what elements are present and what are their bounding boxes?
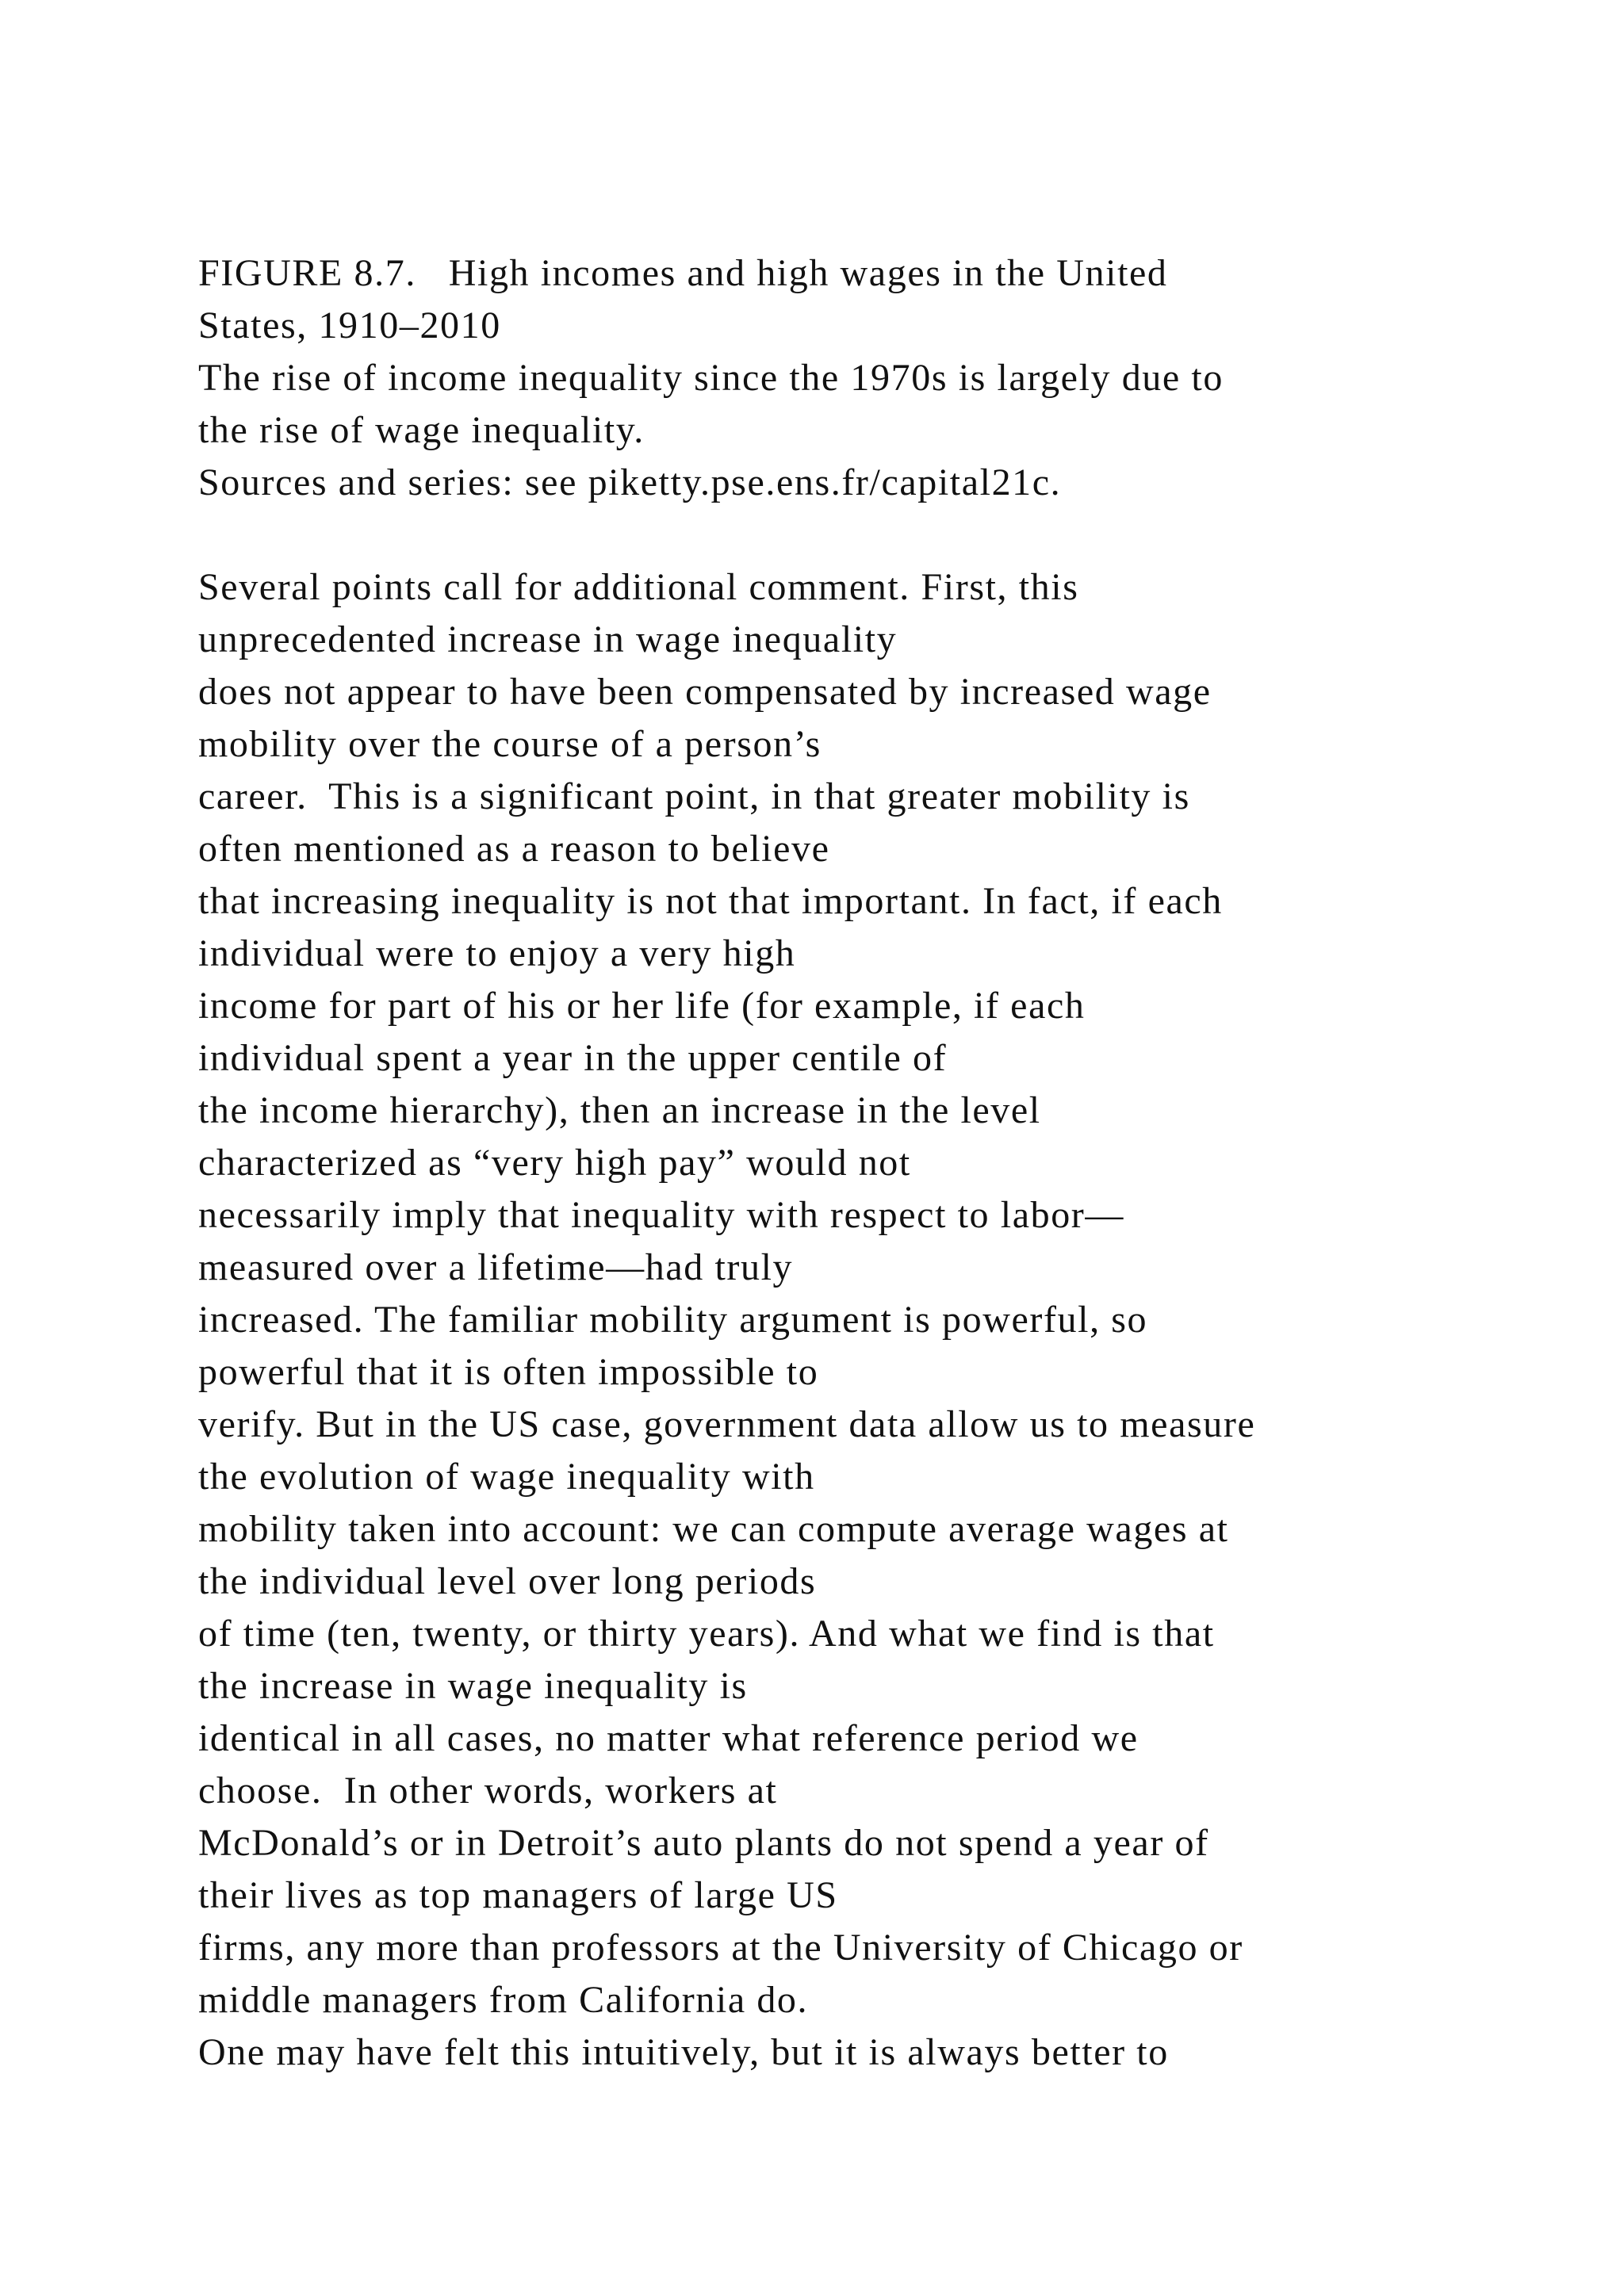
body-line: increased. The familiar mobility argument is powerful, so [198, 1299, 1148, 1341]
caption-description-line-1: The rise of income inequality since the 1970s is largely due to [198, 357, 1224, 399]
caption-sources-line: Sources and series: see piketty.pse.ens.fr/capital21c. [198, 461, 1062, 503]
body-line: powerful that it is often impossible to [198, 1351, 819, 1393]
body-line: characterized as “very high pay” would not [198, 1142, 911, 1184]
body-line: their lives as top managers of large US [198, 1874, 838, 1916]
body-line: verify. But in the US case, government data allow us to measure [198, 1403, 1256, 1445]
body-line: Several points call for additional comment. First, this [198, 566, 1079, 608]
figure-caption [198, 247, 1594, 509]
body-line: choose. In other words, workers at [198, 1770, 778, 1812]
body-line: middle managers from California do. [198, 1979, 809, 2021]
body-line: career. This is a significant point, in that greater mobility is [198, 775, 1190, 817]
body-line: the evolution of wage inequality with [198, 1456, 815, 1498]
body-line: individual were to enjoy a very high [198, 932, 796, 974]
body-line: mobility taken into account: we can compute average wages at [198, 1508, 1229, 1550]
body-line: mobility over the course of a person’s [198, 723, 822, 765]
body-line: necessarily imply that inequality with respect to labor— [198, 1194, 1124, 1236]
body-line: often mentioned as a reason to believe [198, 828, 830, 870]
body-line: identical in all cases, no matter what reference period we [198, 1717, 1139, 1759]
body-line: of time (ten, twenty, or thirty years). And what we find is that [198, 1613, 1215, 1655]
body-line: the increase in wage inequality is [198, 1665, 748, 1707]
body-line: the individual level over long periods [198, 1560, 817, 1602]
caption-title-line-2: States, 1910–2010 [198, 304, 501, 346]
body-line: the income hierarchy), then an increase in the level [198, 1089, 1041, 1131]
body-line: McDonald’s or in Detroit’s auto plants do not spend a year of [198, 1822, 1209, 1864]
caption-title-line-1: FIGURE 8.7. High incomes and high wages in the United [198, 252, 1168, 294]
document-text [198, 247, 1594, 2079]
body-line: measured over a lifetime—had truly [198, 1246, 794, 1288]
body-line: income for part of his or her life (for example, if each [198, 985, 1086, 1027]
body-paragraph [198, 561, 1594, 2079]
caption-description-line-2: the rise of wage inequality. [198, 409, 645, 451]
body-line: does not appear to have been compensated by increased wage [198, 671, 1212, 713]
body-line: unprecedented increase in wage inequality [198, 618, 898, 660]
body-line: individual spent a year in the upper centile of [198, 1037, 948, 1079]
body-line: that increasing inequality is not that important. In fact, if each [198, 880, 1223, 922]
body-line: One may have felt this intuitively, but it is always better to [198, 2031, 1169, 2073]
body-line: firms, any more than professors at the University of Chicago or [198, 1927, 1243, 1969]
paragraph-spacer [198, 509, 1594, 561]
